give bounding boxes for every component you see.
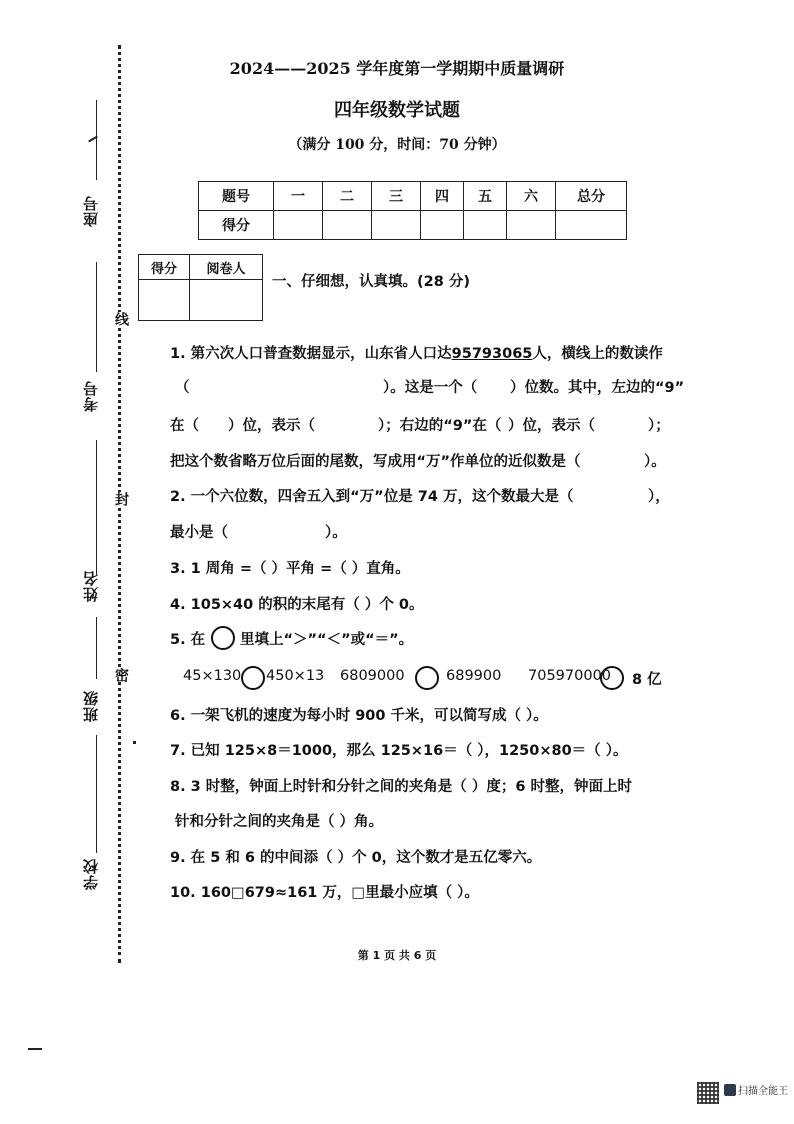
- name-label: 姓名: [82, 570, 100, 602]
- q1-text: 1. 第六次人口普查数据显示，山东省人口达: [170, 346, 452, 362]
- compare-circle-icon: [211, 626, 235, 650]
- seat-number-label: 座号: [82, 195, 100, 227]
- q2-text: ）。: [325, 525, 347, 541]
- q5b-left: 6809000: [340, 668, 405, 684]
- seal-char-secret: 密: [113, 668, 129, 682]
- exam-note: （满分 100 分，时间：70 分钟）: [288, 137, 506, 153]
- score-cell[interactable]: [464, 211, 507, 240]
- score-cell[interactable]: [556, 211, 627, 240]
- grader-score-label: 得分: [139, 255, 190, 280]
- score-cell[interactable]: [323, 211, 372, 240]
- q5-prefix: 5. 在: [170, 632, 206, 648]
- seal-char-seal: 封: [113, 492, 129, 506]
- q5b-right: 689900: [446, 668, 502, 684]
- q1-text: ）位数。其中，左边的“9”: [510, 380, 685, 396]
- cell-section-4: 四: [421, 182, 464, 211]
- q1-text: ）；: [648, 418, 670, 434]
- score-cell[interactable]: [421, 211, 464, 240]
- grader-table: [138, 254, 263, 321]
- q8-line1: 8. 3 时整，钟面上时针和分针之间的夹角是（ ）度；6 时整，钟面上时: [170, 779, 632, 795]
- name-blank: [96, 440, 97, 575]
- score-cell[interactable]: [507, 211, 556, 240]
- q1-text: ）。这是一个（: [383, 380, 478, 396]
- scanner-logo-icon: [724, 1084, 736, 1096]
- q1-text: ）位，表示（: [508, 418, 595, 434]
- q5a-left: 45×130: [183, 668, 242, 684]
- q5c-left: 705970000: [528, 668, 612, 684]
- q5c-right: 8 亿: [632, 672, 662, 688]
- q10: 10. 160□679≈161 万，□里最小应填（ ）。: [170, 885, 479, 901]
- exam-title: 2024——2025 学年度第一学期期中质量调研: [229, 59, 565, 78]
- q1-paren: （: [175, 380, 190, 396]
- q1-text: ）位，表示（: [228, 418, 315, 434]
- scan-dot: [133, 741, 136, 744]
- class-label: 班级: [82, 690, 100, 722]
- q4: 4. 105×40 的积的末尾有（ ）个 0。: [170, 597, 424, 613]
- q2-text: 最小是（: [170, 525, 228, 541]
- cell-section-3: 三: [372, 182, 421, 211]
- cell-section-1: 一: [274, 182, 323, 211]
- score-cell[interactable]: [372, 211, 421, 240]
- grader-name-cell[interactable]: [190, 280, 263, 321]
- q2-text: 2. 一个六位数，四舍五入到“万”位是 74 万，这个数最大是（: [170, 489, 574, 505]
- qr-code-icon: [697, 1082, 719, 1104]
- scan-mark: [28, 1048, 42, 1050]
- q7: 7. 已知 125×8＝1000，那么 125×16＝（ ），1250×80＝（ ）。: [170, 743, 628, 759]
- exam-number-blank: [96, 262, 97, 372]
- exam-number-label: 考号: [82, 380, 100, 412]
- q3: 3. 1 周角 =（ ）平角 =（ ）直角。: [170, 561, 410, 577]
- score-table-score-row: [199, 211, 627, 240]
- q5b-answer-circle[interactable]: [415, 666, 439, 690]
- q1-text: 把这个数省略万位后面的尾数，写成用“万”作单位的近似数是（: [170, 454, 581, 470]
- cell-total: 总分: [556, 182, 627, 211]
- score-cell[interactable]: [274, 211, 323, 240]
- class-blank: [96, 617, 97, 679]
- cell-section-2: 二: [323, 182, 372, 211]
- grader-score-cell[interactable]: [139, 280, 190, 321]
- q1-text: ）；右边的“9”在（: [378, 418, 502, 434]
- q1-text: ）。: [644, 454, 666, 470]
- q2-text: ），: [648, 489, 670, 505]
- q5a-right: 450×13: [266, 668, 325, 684]
- score-table-header-row: [199, 182, 627, 211]
- q9: 9. 在 5 和 6 的中间添（ ）个 0，这个数才是五亿零六。: [170, 850, 542, 866]
- scanner-app-name: 扫描全能王: [738, 1086, 788, 1097]
- score-table: [198, 181, 627, 240]
- q1-text: 人，横线上的数读作: [532, 346, 663, 362]
- q5c-answer-circle[interactable]: [600, 666, 624, 690]
- q6: 6. 一架飞机的速度为每小时 900 千米，可以简写成（ ）。: [170, 708, 548, 724]
- q5a-answer-circle[interactable]: [241, 666, 265, 690]
- exam-subtitle: 四年级数学试题: [334, 100, 460, 121]
- school-blank: [96, 735, 97, 853]
- q1-line1: [170, 342, 663, 363]
- cell-question-number: 题号: [199, 182, 274, 211]
- page-number: 第 1 页 共 6 页: [357, 949, 437, 962]
- q5-instruction: 里填上“＞”“＜”或“＝”。: [240, 632, 414, 648]
- grader-name-label: 阅卷人: [190, 255, 263, 280]
- q1-text: 在（: [170, 418, 199, 434]
- section-heading: 一、仔细想，认真填。(28 分): [272, 274, 470, 290]
- cell-score-label: 得分: [199, 211, 274, 240]
- q1-number: 95793065: [451, 346, 533, 362]
- cell-section-5: 五: [464, 182, 507, 211]
- q8-line2: 针和分针之间的夹角是（ ）角。: [175, 814, 384, 830]
- cell-section-6: 六: [507, 182, 556, 211]
- seal-char-line: 线: [113, 312, 129, 326]
- school-label: 学校: [82, 858, 100, 890]
